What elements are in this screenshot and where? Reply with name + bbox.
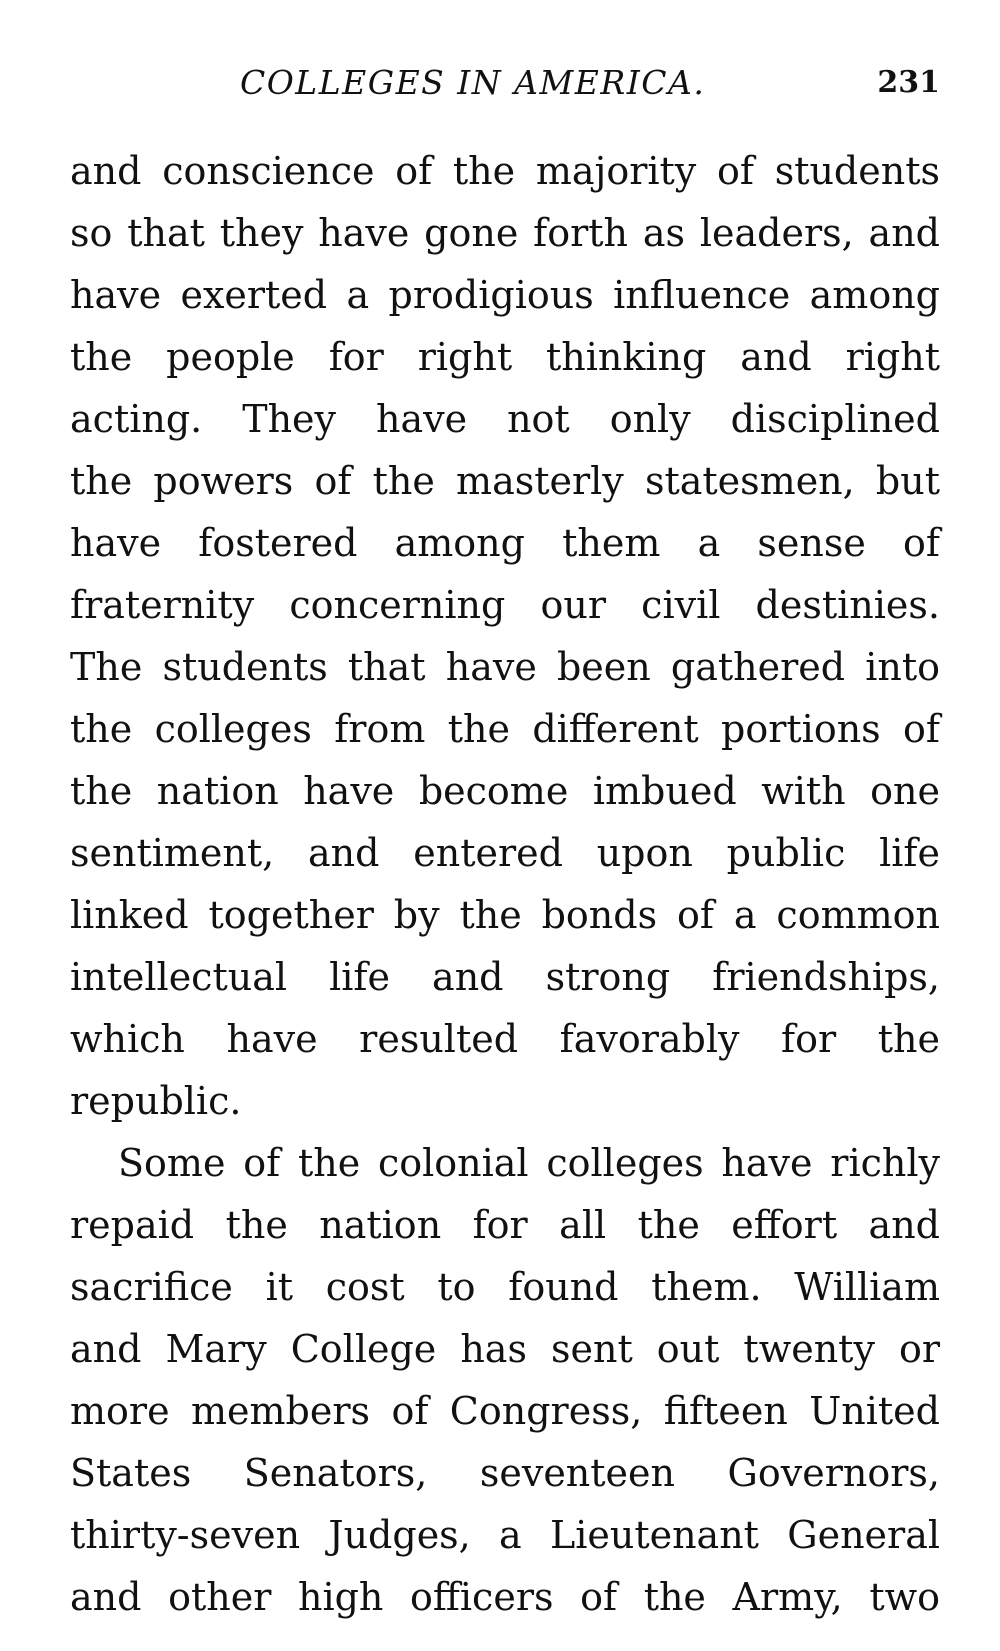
text-line: intellectual life and strong friendships,: [70, 955, 940, 999]
body-text: [70, 140, 940, 1628]
text-line: the powers of the masterly statesmen, but: [70, 459, 940, 503]
paragraph-2: [70, 1132, 940, 1628]
running-head: [70, 58, 940, 108]
text-line: repaid the nation for all the effort and: [70, 1203, 940, 1247]
running-title: COLLEGES IN AMERICA.: [240, 63, 706, 102]
text-line: which have resulted favorably for the: [70, 1017, 940, 1061]
text-line: have exerted a prodigious influence among: [70, 273, 940, 317]
text-line: republic.: [70, 1079, 242, 1123]
text-line: The students that have been gathered into: [70, 645, 940, 689]
text-line: and other high officers of the Army, two: [70, 1575, 940, 1619]
text-line: more members of Congress, fifteen United: [70, 1389, 940, 1433]
text-line: sentiment, and entered upon public life: [70, 831, 940, 875]
text-line: States Senators, seventeen Governors,: [70, 1451, 940, 1495]
text-line: fraternity concerning our civil destinies.: [70, 583, 940, 627]
text-line: have fostered among them a sense of: [70, 521, 940, 565]
text-line: linked together by the bonds of a common: [70, 893, 940, 937]
text-line: the people for right thinking and right: [70, 335, 940, 379]
text-line: thirty-seven Judges, a Lieutenant General: [70, 1513, 940, 1557]
text-line: and conscience of the majority of students: [70, 149, 940, 193]
text-line: Some of the colonial colleges have richly: [118, 1141, 940, 1185]
text-line: sacrifice it cost to found them. William: [70, 1265, 940, 1309]
page-number: 231: [877, 65, 940, 100]
text-line: and Mary College has sent out twenty or: [70, 1327, 940, 1371]
text-line: the colleges from the different portions of: [70, 707, 940, 751]
text-line: so that they have gone forth as leaders, and: [70, 211, 940, 255]
text-line: acting. They have not only disciplined: [70, 397, 940, 441]
paragraph-1: [70, 140, 940, 1132]
text-line: the nation have become imbued with one: [70, 769, 940, 813]
